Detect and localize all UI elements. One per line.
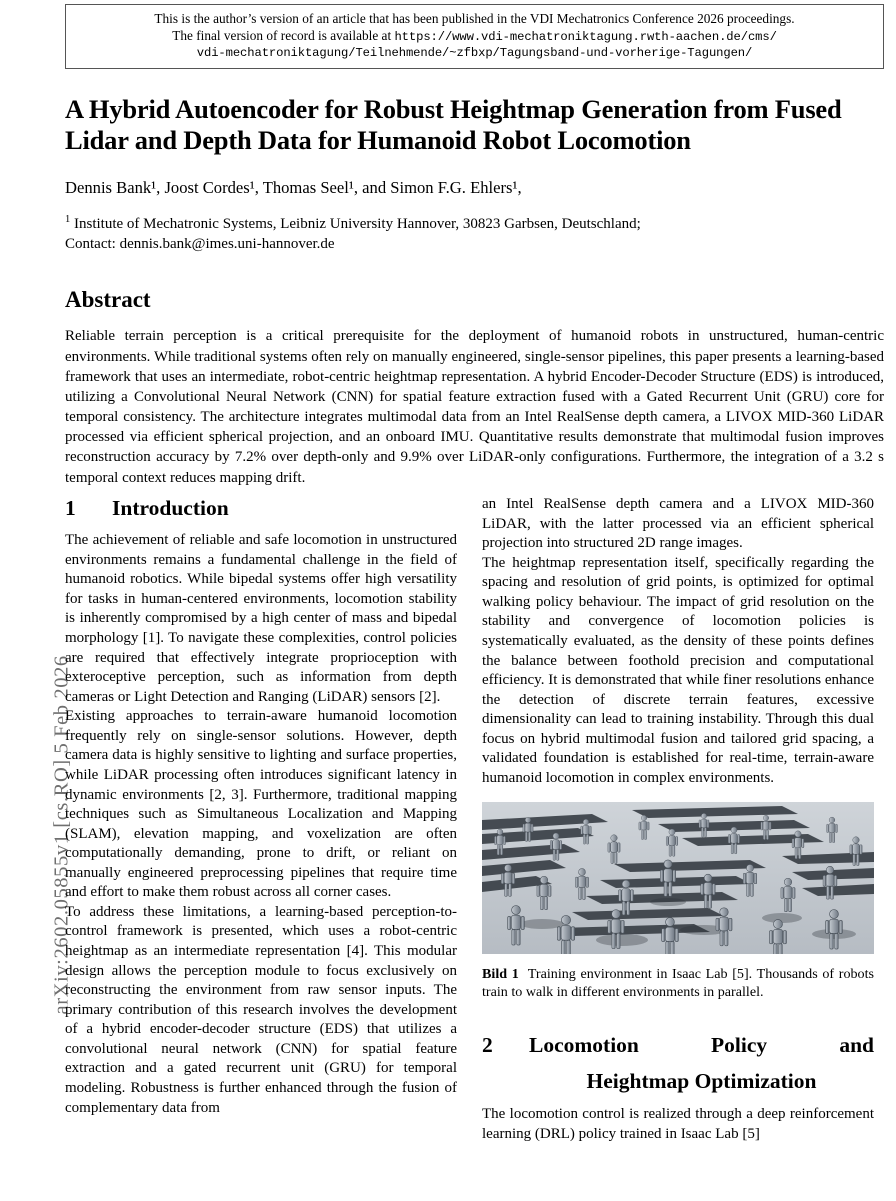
section-title-locomotion: Locomotion Policy and: [529, 1032, 874, 1057]
affiliation-institute: Institute of Mechatronic Systems, Leibniz University Hannover, 30823 Garbsen, Deutschland;: [74, 216, 641, 233]
publication-notice-box: [65, 4, 884, 69]
section-title-introduction: Introduction: [112, 496, 229, 520]
intro-paragraph-2: Existing approaches to terrain-aware humanoid locomotion frequently rely on single-sensor solutions. However, depth camera data is highly sensitive to lighting and surface properties, while LiDAR processing often introduces significant latency in dynamic environments [2, 3]. Furthermore, traditional mapping techniques such as Simultaneous Localization and Mapping (SLAM), elevation mapping, and voxelization are often computationally demanding, prone to drift, or reliant on manually engineered preprocessing pipelines that require time and effort to make them robust across all corner cases.: [65, 708, 457, 901]
arxiv-stamp-text: arXiv:2602.05855v1 [cs.RO] 5 Feb 2026: [50, 655, 73, 1015]
affiliation-line-1: [65, 214, 884, 234]
section-number-2: 2: [482, 1032, 493, 1057]
abstract-heading: Abstract: [65, 287, 151, 313]
two-column-body: [65, 495, 884, 1201]
intro-paragraph-5: The heightmap representation itself, specifically regarding the spacing and resolution of grid points, is optimized for optimal walking policy behaviour. The impact of grid resolution on the stability and convergence of locomotion policies is systematically evaluated, as the density of these points defines the balance between foothold precision and computational efficiency. It is demonstrated that while finer resolutions enhance the detection of discrete terrain features, excessive dimensionality can lead to training instability. Through this dual focus on hybrid multimodal fusion and tailored grid spacing, a validated foundation is established for real-time, terrain-aware humanoid locomotion in complex environments.: [482, 554, 874, 786]
publication-notice-prefix: The final version of record is available at: [172, 28, 395, 44]
section-number-1: 1: [65, 496, 76, 520]
affiliation-contact: Contact: dennis.bank@imes.uni-hannover.de: [65, 236, 335, 253]
column-left: [65, 495, 457, 1201]
locomotion-paragraph-1: The locomotion control is realized through a deep reinforcement learning (DRL) policy trained in Isaac Lab [5]: [482, 1106, 874, 1142]
publication-url-part-1[interactable]: https://www.vdi-mechatroniktagung.rwth-aachen.de/cms/: [394, 30, 777, 45]
figure-1-image: [482, 802, 874, 954]
figure-1-caption: [482, 966, 874, 1002]
section-heading-introduction: [65, 495, 457, 521]
intro-paragraph-4: an Intel RealSense depth camera and a LIVOX MID-360 LiDAR, with the latter processed via an efficient spherical projection into structured 2D range images.: [482, 496, 874, 552]
page-title: A Hybrid Autoencoder for Robust Heightmap Generation from Fused Lidar and Depth Data for Humanoid Robot Locomotion: [65, 94, 842, 156]
section-heading-locomotion: [482, 1032, 874, 1058]
figure-1: [482, 802, 874, 1002]
affiliation-block: [65, 214, 884, 254]
publication-url-part-2[interactable]: vdi-mechatroniktagung/Teilnehmende/~zfbxp/Tagungsband-und-vorherige-Tagungen/: [196, 46, 753, 61]
intro-paragraph-1: The achievement of reliable and safe locomotion in unstructured environments remains a fundamental challenge in the field of humanoid robotics. While bipedal systems offer high versatility for tasks in human-centered environments, locomotion stability is inherently compromised by a high center of mass and bipedal morphology [1]. To navigate these complexities, control policies are required that effectively integrate proprioception with exteroceptive perception, such as information from depth cameras or Light Detection and Ranging (LiDAR) sensors [2].: [65, 532, 457, 705]
section-title-locomotion-line2-wrap: [482, 1068, 874, 1094]
abstract-text: Reliable terrain perception is a critical prerequisite for the deployment of humanoid robots in unstructured, human-centric environments. While traditional systems often rely on manually engineered, single-sensor pipelines, this paper presents a learning-based framework that uses an intermediate, robot-centric heightmap representation. A hybrid Encoder-Decoder Structure (EDS) is introduced, utilizing a Convolutional Neural Network (CNN) for spatial feature extraction fused with a Gated Recurrent Unit (GRU) core for temporal consistency. The architecture integrates multimodal data from an Intel RealSense depth camera, a LIVOX MID-360 LiDAR processed via efficient spherical projection, and an onboard IMU. Quantitative results demonstrate that multimodal fusion improves reconstruction accuracy by 7.2% over depth-only and 9.9% over LiDAR-only configurations. Furthermore, the integration of a 3.2 s temporal context reduces mapping drift.: [65, 328, 884, 486]
figure-1-caption-text: Training environment in Isaac Lab [5]. Thousands of robots train to walk in different environments in parallel.: [482, 966, 874, 1001]
publication-notice-line-1: This is the author’s version of an article that has been published in the VDI Mechatronics Conference 2026 proceedings.: [154, 11, 795, 26]
authors-line: Dennis Bank¹, Joost Cordes¹, Thomas Seel¹, and Simon F.G. Ehlers¹,: [65, 177, 522, 197]
column-right: [482, 495, 874, 1201]
figure-1-label: Bild 1: [482, 966, 519, 983]
training-environment-illustration: [482, 802, 874, 954]
arxiv-stamp: [0, 0, 73, 1200]
affiliation-marker: 1: [65, 214, 71, 226]
paper-page: [65, 0, 884, 1200]
intro-paragraph-3: To address these limitations, a learning-based perception-to-control framework is presented, which uses a robot-centric heightmap as an intermediate representation [4]. This modular design allows the perception module to focus exclusively on reconstructing the environment from raw sensor inputs. The primary contribution of this research involves the development of a hybrid encoder-decoder structure (EDS) that utilizes a convolutional neural network (CNN) for spatial feature extraction and a gated recurrent unit (GRU) for temporal modeling. Robustness is further enhanced through the fusion of complementary data from: [65, 903, 457, 1116]
section-title-locomotion-line2: Heightmap Optimization: [586, 1069, 817, 1094]
publication-notice-line-2: [74, 27, 875, 46]
